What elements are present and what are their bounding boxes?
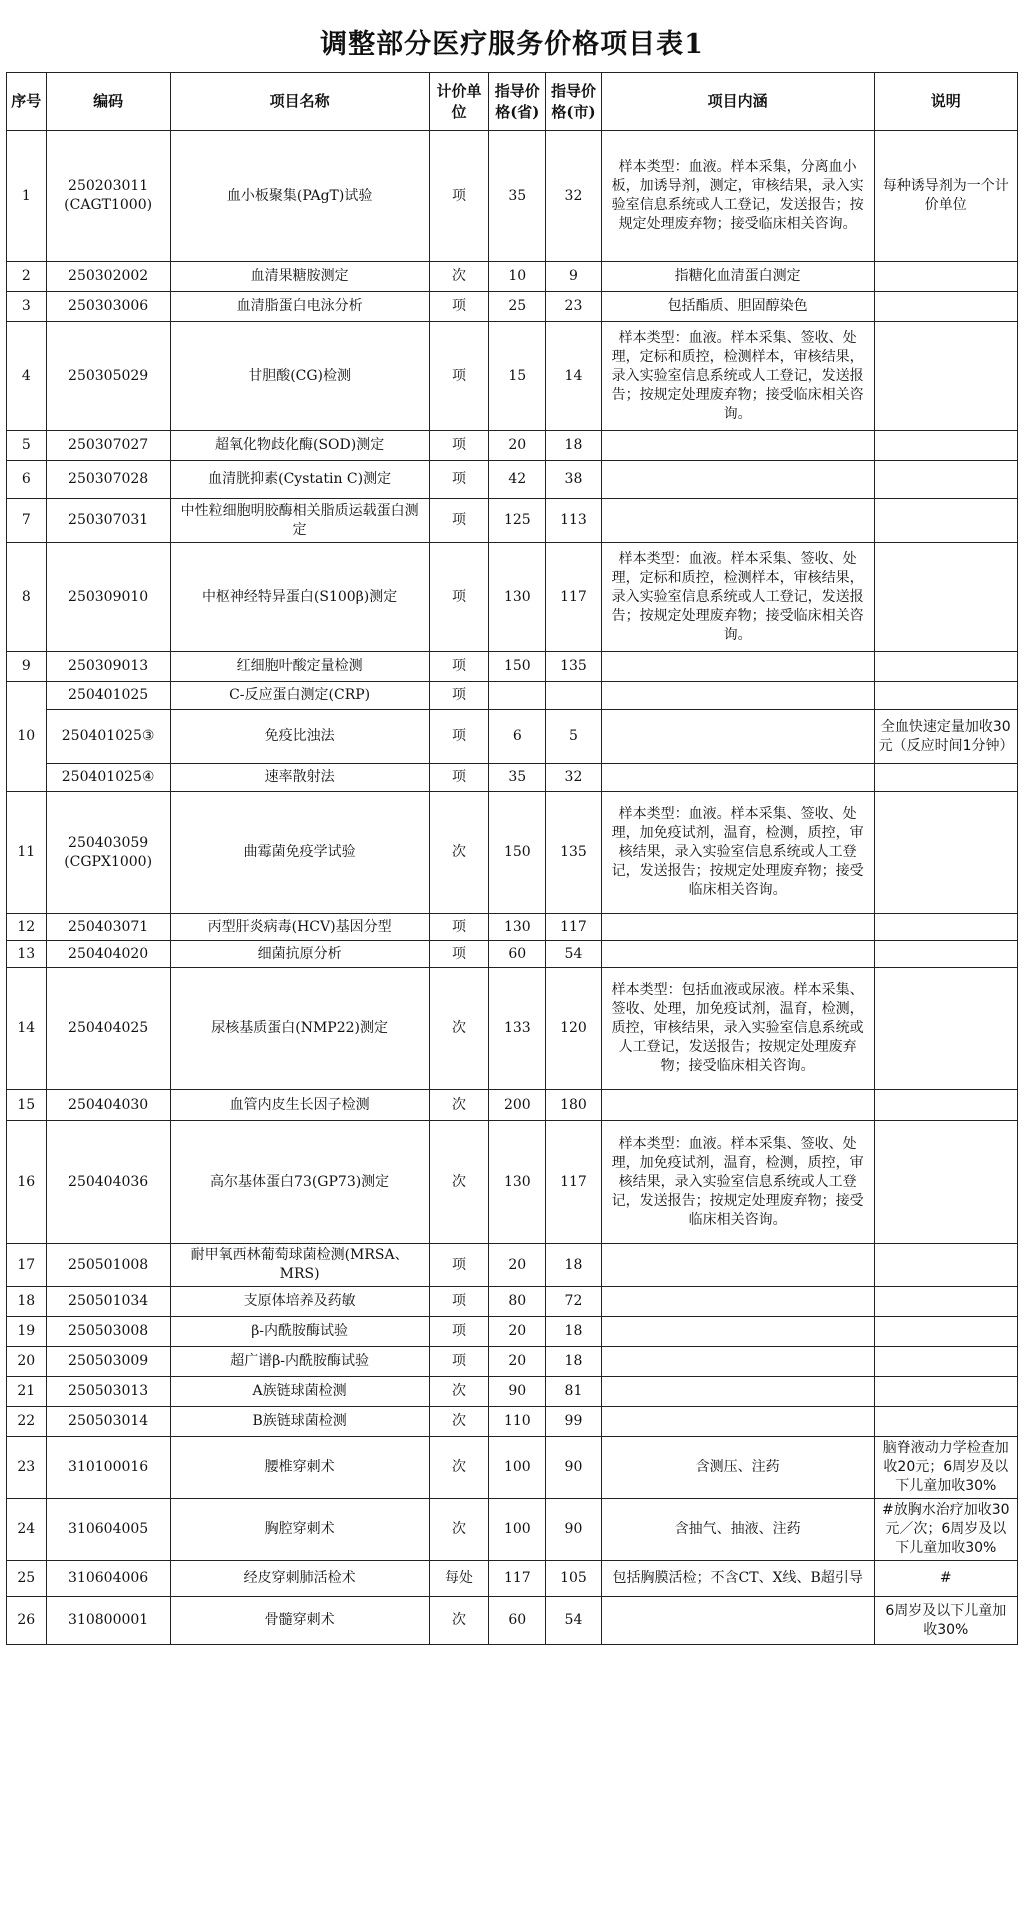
- row-code: 250404020: [46, 941, 170, 968]
- row-name: 血清胱抑素(Cystatin C)测定: [170, 461, 429, 499]
- row-price-province: 60: [489, 1597, 546, 1645]
- row-price-province: 130: [489, 543, 546, 652]
- row-unit: 项: [429, 322, 489, 431]
- row-name: 血管内皮生长因子检测: [170, 1090, 429, 1121]
- row-seq: 17: [7, 1244, 47, 1287]
- page-title: 调整部分医疗服务价格项目表1: [320, 29, 704, 60]
- row-seq: 20: [7, 1347, 47, 1377]
- row-content: [601, 1377, 874, 1407]
- row-price-province: 110: [489, 1407, 546, 1437]
- row-seq: 6: [7, 461, 47, 499]
- row-content: 样本类型：包括血液或尿液。样本采集、签收、处理，加免疫试剂，温育，检测，质控，审核结果，录入实验室信息系统或人工登记，发送报告；按规定处理废弃物；接受临床相关咨询。: [601, 968, 874, 1090]
- row-seq: 23: [7, 1437, 47, 1499]
- row-content: [601, 1090, 874, 1121]
- row-content: 含测压、注药: [601, 1437, 874, 1499]
- row-price-city: 18: [546, 1244, 602, 1287]
- table-row: [7, 1499, 1018, 1561]
- header-content: 项目内涵: [601, 73, 874, 131]
- row-content: [601, 1317, 874, 1347]
- table-row: [7, 1244, 1018, 1287]
- row-content: [601, 1597, 874, 1645]
- header-code: 编码: [46, 73, 170, 131]
- row-price-city: 5: [546, 710, 602, 764]
- row-unit: 项: [429, 543, 489, 652]
- row-name: 腰椎穿刺术: [170, 1437, 429, 1499]
- row-price-city: 117: [546, 543, 602, 652]
- row-content: 样本类型：血液。样本采集、签收、处理，加免疫试剂，温育，检测，质控，审核结果，录入实验室信息系统或人工登记，发送报告；按规定处理废弃物；接受临床相关咨询。: [601, 1121, 874, 1244]
- row-seq: 25: [7, 1561, 47, 1597]
- row-code: 250305029: [46, 322, 170, 431]
- row-content: 样本类型：血液。样本采集，分离血小板，加诱导剂，测定，审核结果，录入实验室信息系统或人工登记，发送报告；按规定处理废弃物；接受临床相关咨询。: [601, 131, 874, 262]
- row-note: [874, 262, 1017, 292]
- row-price-city: 23: [546, 292, 602, 322]
- table-row: [7, 652, 1018, 682]
- row-price-province: 20: [489, 431, 546, 461]
- row-seq: 2: [7, 262, 47, 292]
- row-seq: 3: [7, 292, 47, 322]
- table-row: [7, 543, 1018, 652]
- row-unit: 项: [429, 1287, 489, 1317]
- row-name: 胸腔穿刺术: [170, 1499, 429, 1561]
- row-price-province: 6: [489, 710, 546, 764]
- row-name: 支原体培养及药敏: [170, 1287, 429, 1317]
- row-unit: 项: [429, 499, 489, 543]
- row-note: [874, 499, 1017, 543]
- table-row: [7, 1287, 1018, 1317]
- table-row: [7, 1377, 1018, 1407]
- row-price-province: 42: [489, 461, 546, 499]
- row-code: 310100016: [46, 1437, 170, 1499]
- row-code: 250401025: [46, 682, 170, 710]
- row-price-city: 14: [546, 322, 602, 431]
- row-unit: 次: [429, 968, 489, 1090]
- row-note: [874, 322, 1017, 431]
- row-unit: 项: [429, 941, 489, 968]
- row-content: [601, 652, 874, 682]
- row-code: 250302002: [46, 262, 170, 292]
- row-note: [874, 1244, 1017, 1287]
- row-price-city: 81: [546, 1377, 602, 1407]
- row-note: [874, 1377, 1017, 1407]
- row-name: 耐甲氧西林葡萄球菌检测(MRSA、MRS): [170, 1244, 429, 1287]
- row-price-city: 90: [546, 1437, 602, 1499]
- row-name: 血清果糖胺测定: [170, 262, 429, 292]
- row-price-province: 125: [489, 499, 546, 543]
- row-price-province: 35: [489, 131, 546, 262]
- row-name: 经皮穿刺肺活检术: [170, 1561, 429, 1597]
- row-code: 250307027: [46, 431, 170, 461]
- table-row: [7, 1597, 1018, 1645]
- row-seq: 9: [7, 652, 47, 682]
- row-seq: 11: [7, 792, 47, 914]
- table-row: [7, 262, 1018, 292]
- row-name: β-内酰胺酶试验: [170, 1317, 429, 1347]
- row-seq: 15: [7, 1090, 47, 1121]
- row-seq: 14: [7, 968, 47, 1090]
- row-code: 250303006: [46, 292, 170, 322]
- row-note: [874, 1121, 1017, 1244]
- row-content: [601, 461, 874, 499]
- row-note: [874, 1317, 1017, 1347]
- row-price-city: [546, 682, 602, 710]
- table-row: [7, 499, 1018, 543]
- row-name: 超氧化物歧化酶(SOD)测定: [170, 431, 429, 461]
- header-note: 说明: [874, 73, 1017, 131]
- row-seq: 7: [7, 499, 47, 543]
- row-price-province: 200: [489, 1090, 546, 1121]
- row-note: [874, 1090, 1017, 1121]
- row-name: 细菌抗原分析: [170, 941, 429, 968]
- table-row: [7, 1407, 1018, 1437]
- table-row: [7, 682, 1018, 710]
- table-row: [7, 1317, 1018, 1347]
- row-content: [601, 710, 874, 764]
- row-content: 指糖化血清蛋白测定: [601, 262, 874, 292]
- row-unit: 项: [429, 682, 489, 710]
- row-unit: 次: [429, 1090, 489, 1121]
- price-table: [6, 72, 1018, 1645]
- row-content: [601, 1244, 874, 1287]
- row-code: 250404036: [46, 1121, 170, 1244]
- row-content: [601, 431, 874, 461]
- row-note: #放胸水治疗加收30元／次；6周岁及以下儿童加收30%: [874, 1499, 1017, 1561]
- row-code: 250309013: [46, 652, 170, 682]
- row-seq: 5: [7, 431, 47, 461]
- header-seq: 序号: [7, 73, 47, 131]
- row-price-province: 60: [489, 941, 546, 968]
- row-code: 310800001: [46, 1597, 170, 1645]
- row-note: [874, 1347, 1017, 1377]
- table-row: [7, 1437, 1018, 1499]
- row-content: 样本类型：血液。样本采集、签收、处理，定标和质控，检测样本，审核结果，录入实验室信息系统或人工登记，发送报告；按规定处理废弃物；接受临床相关咨询。: [601, 543, 874, 652]
- row-seq: 10: [7, 682, 47, 792]
- row-price-province: [489, 682, 546, 710]
- row-unit: 项: [429, 461, 489, 499]
- row-unit: 项: [429, 710, 489, 764]
- row-name: 血清脂蛋白电泳分析: [170, 292, 429, 322]
- row-seq: 24: [7, 1499, 47, 1561]
- row-note: #: [874, 1561, 1017, 1597]
- row-name: 尿核基质蛋白(NMP22)测定: [170, 968, 429, 1090]
- row-note: [874, 792, 1017, 914]
- row-note: [874, 1287, 1017, 1317]
- row-note: [874, 652, 1017, 682]
- row-code: 250503013: [46, 1377, 170, 1407]
- table-row: [7, 764, 1018, 792]
- row-content: [601, 1287, 874, 1317]
- row-unit: 项: [429, 652, 489, 682]
- row-note: [874, 914, 1017, 941]
- table-row: [7, 322, 1018, 431]
- row-price-province: 35: [489, 764, 546, 792]
- row-unit: 项: [429, 131, 489, 262]
- row-name: 骨髓穿刺术: [170, 1597, 429, 1645]
- row-price-city: 72: [546, 1287, 602, 1317]
- table-row: [7, 941, 1018, 968]
- row-name: 中枢神经特异蛋白(S100β)测定: [170, 543, 429, 652]
- row-unit: 次: [429, 1597, 489, 1645]
- row-code: 250404030: [46, 1090, 170, 1121]
- row-unit: 每处: [429, 1561, 489, 1597]
- row-price-city: 117: [546, 1121, 602, 1244]
- table-row: [7, 914, 1018, 941]
- row-name: 血小板聚集(PAgT)试验: [170, 131, 429, 262]
- table-header-row: [7, 73, 1018, 131]
- row-content: [601, 914, 874, 941]
- row-code: 250503014: [46, 1407, 170, 1437]
- row-unit: 次: [429, 1121, 489, 1244]
- row-price-province: 15: [489, 322, 546, 431]
- row-code: 250501008: [46, 1244, 170, 1287]
- row-name: 高尔基体蛋白73(GP73)测定: [170, 1121, 429, 1244]
- row-unit: 项: [429, 1317, 489, 1347]
- row-content: [601, 764, 874, 792]
- row-note: [874, 941, 1017, 968]
- row-code: 250503008: [46, 1317, 170, 1347]
- row-price-province: 10: [489, 262, 546, 292]
- row-price-province: 130: [489, 1121, 546, 1244]
- row-seq: 12: [7, 914, 47, 941]
- header-price-province: 指导价格(省): [489, 73, 546, 131]
- row-note: [874, 968, 1017, 1090]
- row-code: 250307028: [46, 461, 170, 499]
- row-name: A族链球菌检测: [170, 1377, 429, 1407]
- row-note: [874, 682, 1017, 710]
- row-name: 曲霉菌免疫学试验: [170, 792, 429, 914]
- row-seq: 13: [7, 941, 47, 968]
- table-row: [7, 1121, 1018, 1244]
- header-unit: 计价单位: [429, 73, 489, 131]
- row-price-city: 180: [546, 1090, 602, 1121]
- row-price-city: 18: [546, 1347, 602, 1377]
- row-code: 250203011 (CAGT1000): [46, 131, 170, 262]
- row-price-city: 18: [546, 431, 602, 461]
- row-content: 样本类型：血液。样本采集、签收、处理，加免疫试剂，温育，检测，质控，审核结果，录入实验室信息系统或人工登记，发送报告；按规定处理废弃物；接受临床相关咨询。: [601, 792, 874, 914]
- row-price-city: 32: [546, 131, 602, 262]
- row-code: 250307031: [46, 499, 170, 543]
- table-row: [7, 1347, 1018, 1377]
- row-note: [874, 431, 1017, 461]
- row-price-city: 135: [546, 792, 602, 914]
- row-price-city: 135: [546, 652, 602, 682]
- row-note: [874, 1407, 1017, 1437]
- row-note: 每种诱导剂为一个计价单位: [874, 131, 1017, 262]
- row-price-city: 120: [546, 968, 602, 1090]
- row-code: 250401025③: [46, 710, 170, 764]
- row-code: 250403071: [46, 914, 170, 941]
- row-price-province: 150: [489, 792, 546, 914]
- row-content: [601, 499, 874, 543]
- row-content: [601, 682, 874, 710]
- row-note: [874, 292, 1017, 322]
- row-content: 样本类型：血液。样本采集、签收、处理，定标和质控，检测样本，审核结果，录入实验室信息系统或人工登记，发送报告；按规定处理废弃物；接受临床相关咨询。: [601, 322, 874, 431]
- row-price-province: 117: [489, 1561, 546, 1597]
- row-price-city: 9: [546, 262, 602, 292]
- row-unit: 项: [429, 764, 489, 792]
- row-code: 310604005: [46, 1499, 170, 1561]
- table-row: [7, 968, 1018, 1090]
- row-content: [601, 1347, 874, 1377]
- row-price-city: 54: [546, 1597, 602, 1645]
- row-seq: 16: [7, 1121, 47, 1244]
- row-unit: 次: [429, 792, 489, 914]
- row-seq: 26: [7, 1597, 47, 1645]
- table-row: [7, 1561, 1018, 1597]
- row-content: 包括酯质、胆固醇染色: [601, 292, 874, 322]
- row-price-city: 90: [546, 1499, 602, 1561]
- row-price-province: 25: [489, 292, 546, 322]
- row-code: 250401025④: [46, 764, 170, 792]
- row-price-city: 38: [546, 461, 602, 499]
- table-row: [7, 292, 1018, 322]
- row-name: 中性粒细胞明胶酶相关脂质运载蛋白测定: [170, 499, 429, 543]
- row-code: 310604006: [46, 1561, 170, 1597]
- row-note: [874, 461, 1017, 499]
- row-price-province: 20: [489, 1244, 546, 1287]
- row-seq: 19: [7, 1317, 47, 1347]
- row-content: [601, 941, 874, 968]
- row-code: 250503009: [46, 1347, 170, 1377]
- row-unit: 次: [429, 1377, 489, 1407]
- row-name: 丙型肝炎病毒(HCV)基因分型: [170, 914, 429, 941]
- row-price-province: 20: [489, 1317, 546, 1347]
- table-row: [7, 431, 1018, 461]
- row-note: 脑脊液动力学检查加收20元；6周岁及以下儿童加收30%: [874, 1437, 1017, 1499]
- row-price-province: 100: [489, 1499, 546, 1561]
- row-price-city: 117: [546, 914, 602, 941]
- row-seq: 8: [7, 543, 47, 652]
- table-row: [7, 792, 1018, 914]
- row-code: 250501034: [46, 1287, 170, 1317]
- row-code: 250404025: [46, 968, 170, 1090]
- row-name: 超广谱β-内酰胺酶试验: [170, 1347, 429, 1377]
- table-row: [7, 1090, 1018, 1121]
- row-seq: 21: [7, 1377, 47, 1407]
- row-note: [874, 543, 1017, 652]
- row-name: 免疫比浊法: [170, 710, 429, 764]
- row-unit: 次: [429, 1437, 489, 1499]
- row-unit: 项: [429, 431, 489, 461]
- row-price-city: 105: [546, 1561, 602, 1597]
- row-price-province: 150: [489, 652, 546, 682]
- row-price-province: 20: [489, 1347, 546, 1377]
- row-name: B族链球菌检测: [170, 1407, 429, 1437]
- row-note: 全血快速定量加收30元（反应时间1分钟）: [874, 710, 1017, 764]
- row-code: 250309010: [46, 543, 170, 652]
- row-unit: 项: [429, 1347, 489, 1377]
- row-unit: 次: [429, 1499, 489, 1561]
- header-price-city: 指导价格(市): [546, 73, 602, 131]
- row-seq: 1: [7, 131, 47, 262]
- row-name: 甘胆酸(CG)检测: [170, 322, 429, 431]
- row-price-province: 100: [489, 1437, 546, 1499]
- row-price-province: 80: [489, 1287, 546, 1317]
- row-name: C-反应蛋白测定(CRP): [170, 682, 429, 710]
- row-price-province: 130: [489, 914, 546, 941]
- row-note: 6周岁及以下儿童加收30%: [874, 1597, 1017, 1645]
- row-seq: 22: [7, 1407, 47, 1437]
- row-code: 250403059 (CGPX1000): [46, 792, 170, 914]
- table-row: [7, 710, 1018, 764]
- row-price-city: 99: [546, 1407, 602, 1437]
- row-name: 速率散射法: [170, 764, 429, 792]
- row-name: 红细胞叶酸定量检测: [170, 652, 429, 682]
- row-content: [601, 1407, 874, 1437]
- table-row: [7, 461, 1018, 499]
- row-price-city: 113: [546, 499, 602, 543]
- row-price-province: 90: [489, 1377, 546, 1407]
- row-content: 包括胸膜活检；不含CT、X线、B超引导: [601, 1561, 874, 1597]
- table-row: [7, 131, 1018, 262]
- row-unit: 项: [429, 914, 489, 941]
- row-seq: 4: [7, 322, 47, 431]
- row-seq: 18: [7, 1287, 47, 1317]
- row-unit: 次: [429, 1407, 489, 1437]
- row-price-city: 54: [546, 941, 602, 968]
- header-name: 项目名称: [170, 73, 429, 131]
- row-price-province: 133: [489, 968, 546, 1090]
- row-unit: 次: [429, 262, 489, 292]
- row-unit: 项: [429, 1244, 489, 1287]
- row-note: [874, 764, 1017, 792]
- row-unit: 项: [429, 292, 489, 322]
- row-content: 含抽气、抽液、注药: [601, 1499, 874, 1561]
- row-price-city: 18: [546, 1317, 602, 1347]
- row-price-city: 32: [546, 764, 602, 792]
